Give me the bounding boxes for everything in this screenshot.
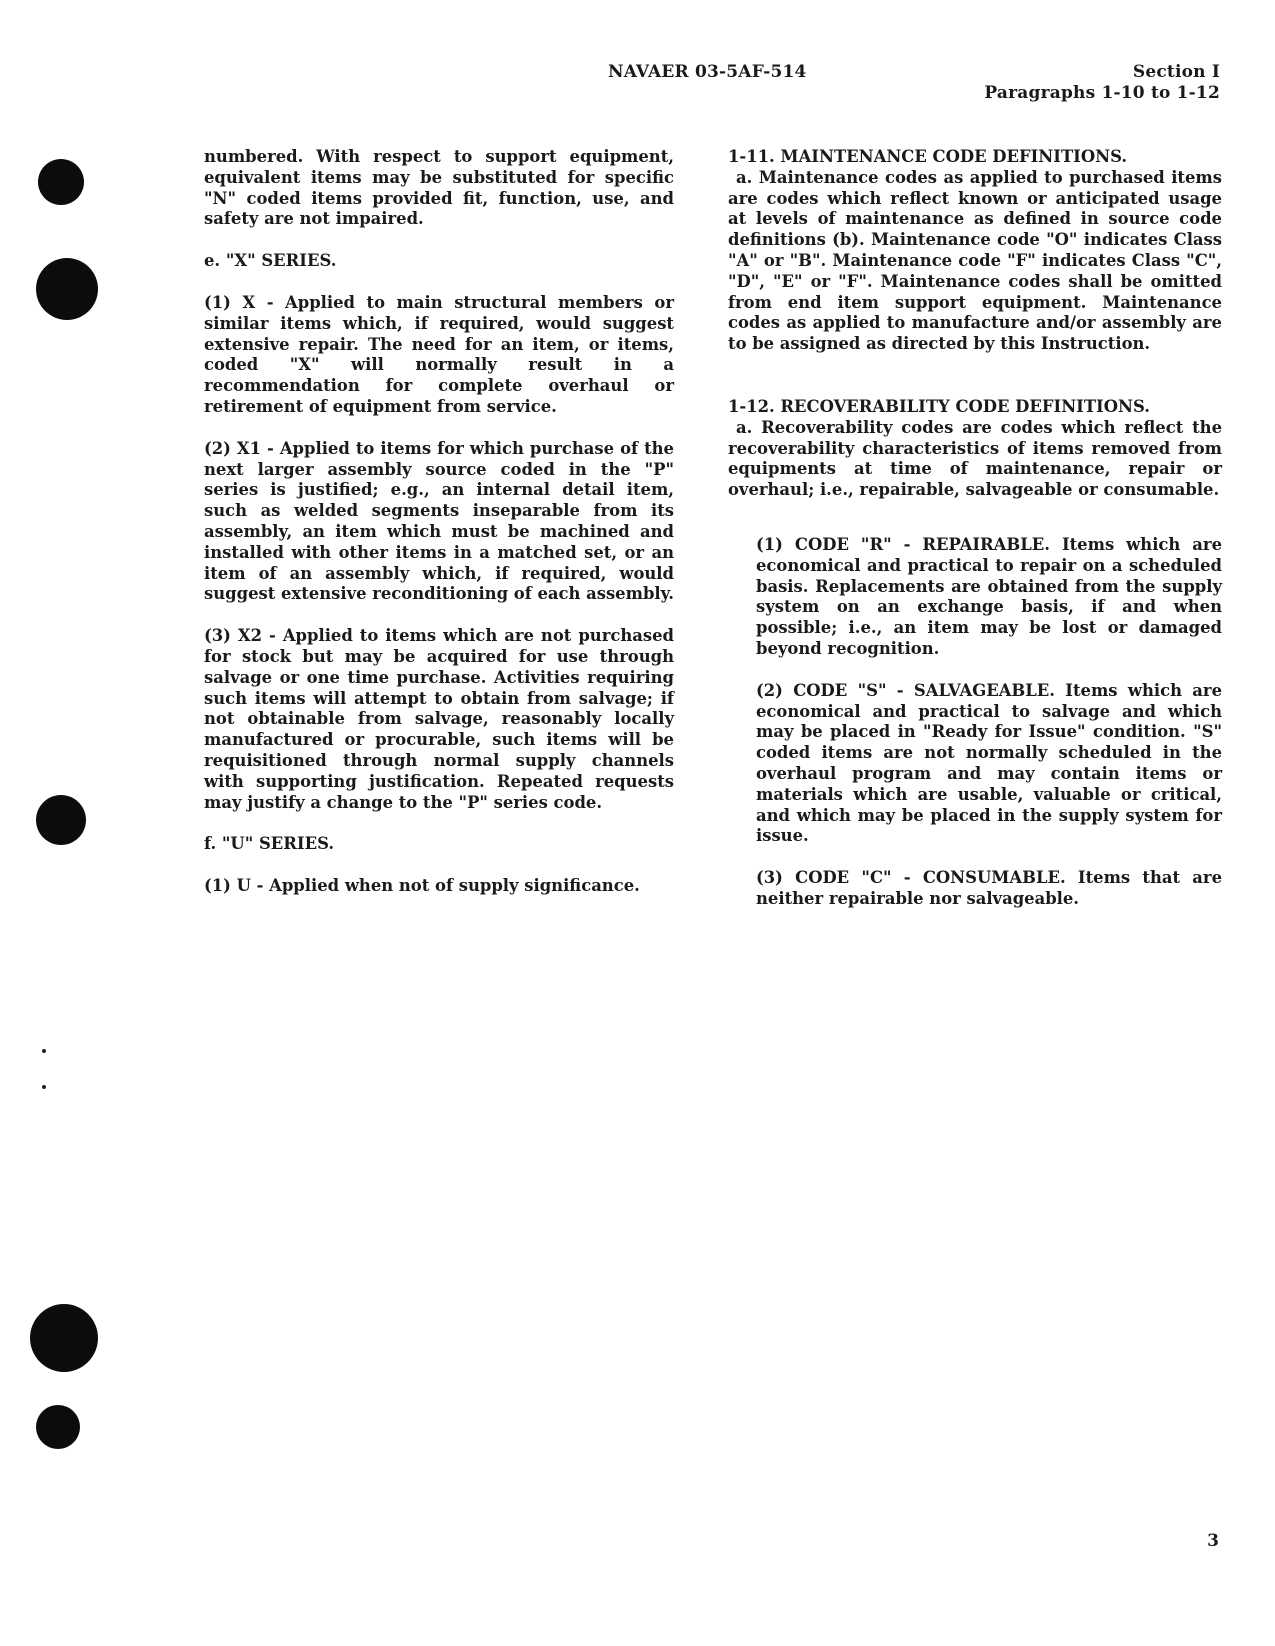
- paragraph-maintenance-a: a. Maintenance codes as applied to purchased items are codes which reflect known or anticipated usage at levels of maintenance as defined in source code definitions (b). Maintenance code "O" indicates Class "A" or "B". Maintenance code "F" indicates Class "C", "D", "E" or "F". Maintenance codes shall be omitted from end item support equipment. Maintenance codes as applied to manufacture and/or assembly are to be assigned as directed by this Instruction.: [728, 167, 1222, 354]
- paragraph-recoverability-a: a. Recoverability codes are codes which reflect the recoverability characteristics of items removed from equipments at time of maintenance, repair or overhaul; i.e., repairable, salvageable or consumable.: [728, 417, 1222, 500]
- left-column: [204, 147, 674, 897]
- specks: [42, 1049, 46, 1053]
- specks: [42, 1085, 46, 1089]
- doc-number: NAVAER 03-5AF-514: [608, 62, 807, 82]
- paragraph-x: (1) X - Applied to main structural members or similar items which, if required, would suggest extensive repair. The need for an item, or items, coded "X" will normally result in a recommendation for complete overhaul or retirement of equipment from service.: [204, 292, 674, 416]
- heading-u-series: f. "U" SERIES.: [204, 834, 335, 854]
- binder-hole: [36, 258, 98, 320]
- page-number: 3: [1207, 1531, 1219, 1551]
- right-column: [728, 147, 1222, 910]
- paragraph-x1: (2) X1 - Applied to items for which purchase of the next larger assembly source coded in the "P" series is justified; e.g., an internal detail item, such as welded segments inseparable from its assembly, an item which must be machined and installed with other items in a matched set, or an item of an assembly which, if required, would suggest extensive reconditioning of each assembly.: [204, 438, 674, 604]
- paragraph-code-s: (2) CODE "S" - SALVAGEABLE. Items which are economical and practical to salvage and which may be placed in "Ready for Issue" condition. "S" coded items are not normally scheduled in the overhaul program and may contain items or materials which are usable, valuable or critical, and which may be placed in the supply system for issue.: [756, 680, 1222, 846]
- paragraph-range: Paragraphs 1-10 to 1-12: [984, 83, 1220, 103]
- binder-hole: [30, 1304, 98, 1372]
- paragraph-code-r: (1) CODE "R" - REPAIRABLE. Items which are economical and practical to repair on a scheduled basis. Replacements are obtained from the supply system on an exchange basis, if and when possible; i.e., an item may be lost or damaged beyond recognition.: [756, 534, 1222, 658]
- binder-hole: [38, 159, 84, 205]
- paragraph-x2: (3) X2 - Applied to items which are not purchased for stock but may be acquired for use through salvage or one time purchase. Activities requiring such items will attempt to obtain from salvage; if not obtainable from salvage, reasonably locally manufactured or procurable, such items will be requisitioned through normal supply channels with supporting justification. Repeated requests may justify a change to the "P" series code.: [204, 626, 674, 812]
- heading-recoverability-codes: 1-12. RECOVERABILITY CODE DEFINITIONS.: [728, 396, 1150, 416]
- heading-x-series: e. "X" SERIES.: [204, 251, 337, 271]
- paragraph-u: (1) U - Applied when not of supply significance.: [204, 876, 640, 896]
- binder-hole: [36, 795, 86, 845]
- section-label: Section I: [1132, 62, 1220, 82]
- binder-hole: [36, 1405, 80, 1449]
- heading-maintenance-codes: 1-11. MAINTENANCE CODE DEFINITIONS.: [728, 147, 1128, 166]
- paragraph-code-c: (3) CODE "C" - CONSUMABLE. Items that are neither repairable nor salvageable.: [756, 868, 1222, 908]
- continuation-paragraph: numbered. With respect to support equipment, equivalent items may be substituted for specific "N" coded items provided fit, function, use, and safety are not impaired.: [204, 147, 674, 229]
